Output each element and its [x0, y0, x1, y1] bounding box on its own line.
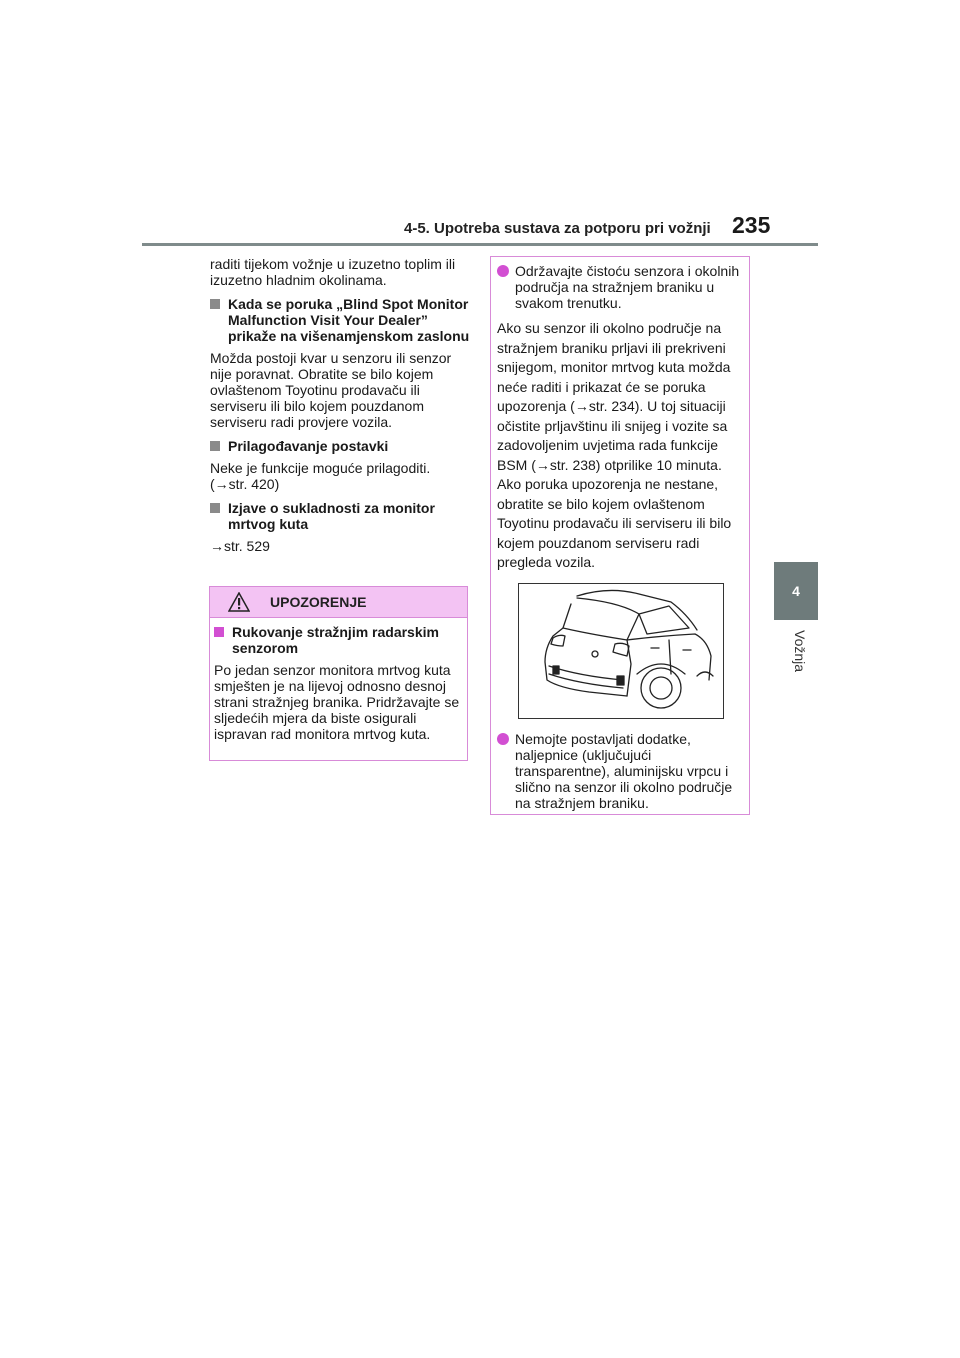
- paragraph-text: Ako su senzor ili okolno područje na stražnjem braniku prljavi ili prekriveni snijegom, monitor mrtvog kuta možda neće raditi i prikazat će se poruka upozorenja (→str. 234). U toj situaciji očistite prljavštinu ili snijeg i vozite sa zadovoljenim uvjetima rada funkcije BSM (→str. 238) otprilike 10 minuta. Ako poruka upozorenja ne nestane, obratite se bilo kojem ovlaštenom Toyotinu prodavaču ili serviseru ili bilo kojem pouzdanom serviseru radi pregleda vozila.: [497, 320, 732, 570]
- warning-box: [209, 586, 468, 761]
- bullet-text: Održavajte čistoću senzora i okolnih područja na stražnjem braniku u svakom trenutku.: [515, 263, 740, 311]
- bullet-item: [497, 263, 743, 311]
- section-heading-text: Kada se poruka „Blind Spot Monitor Malfunction Visit Your Dealer” prikaže na višenamjenskom zaslonu: [228, 296, 470, 344]
- bullet-item: [497, 731, 743, 811]
- section-heading: [210, 438, 470, 454]
- bullet-text: Nemojte postavljati dodatke, naljepnice (uključujući transparentne), aluminijsku vrpcu i slično na senzor ili okolno područje na stražnjem braniku.: [515, 730, 733, 811]
- circle-bullet-icon: [497, 733, 509, 745]
- page-number: 235: [732, 212, 771, 238]
- chapter-tab[interactable]: 4: [774, 562, 818, 620]
- warning-body: [210, 618, 467, 742]
- section-heading-text: Prilagođavanje postavki: [228, 438, 389, 454]
- car-rear-illustration: [518, 583, 724, 719]
- warning-title: UPOZORENJE: [270, 594, 367, 610]
- car-rear-icon: [519, 584, 723, 718]
- warning-text: Po jedan senzor monitora mrtvog kuta smješten je na lijevoj odnosno desnoj strani stražnjeg branika. Pridržavajte se sljedećih mjera da biste osigurali ispravan rad monitora mrtvog kuta.: [214, 662, 460, 742]
- section-heading: [210, 296, 470, 344]
- section-text: Možda postoji kvar u senzoru ili senzor nije poravnat. Obratite se bilo kojem ovlaštenom Toyotinu prodavaču ili serviseru ili bilo kojem pouzdanom serviseru radi provjere vozila.: [210, 350, 452, 430]
- section-heading-text: Izjave o sukladnosti za monitor mrtvog kuta: [228, 500, 435, 532]
- section-title: 4-5. Upotreba sustava za potporu pri vožnji: [404, 220, 711, 237]
- chapter-label: Vožnja: [792, 630, 808, 673]
- section-text: Neke je funkcije moguće prilagoditi. (→str. 420): [210, 460, 431, 492]
- warning-triangle-icon: [228, 592, 250, 612]
- warning-header: [210, 587, 467, 618]
- intro-text: raditi tijekom vožnje u izuzetno toplim ili izuzetno hladnim okolinama.: [210, 256, 456, 288]
- warning-continuation-box: [490, 256, 750, 815]
- square-bullet-icon: [210, 299, 220, 309]
- section-heading: [210, 500, 470, 532]
- square-bullet-icon: [214, 627, 224, 637]
- left-column: [210, 256, 470, 562]
- square-bullet-icon: [210, 441, 220, 451]
- circle-bullet-icon: [497, 265, 509, 277]
- header-divider: [142, 243, 818, 246]
- section-text: →str. 529: [210, 538, 270, 554]
- warning-heading-text: Rukovanje stražnjim radarskim senzorom: [232, 624, 439, 656]
- square-bullet-icon: [210, 503, 220, 513]
- warning-heading: [214, 624, 463, 656]
